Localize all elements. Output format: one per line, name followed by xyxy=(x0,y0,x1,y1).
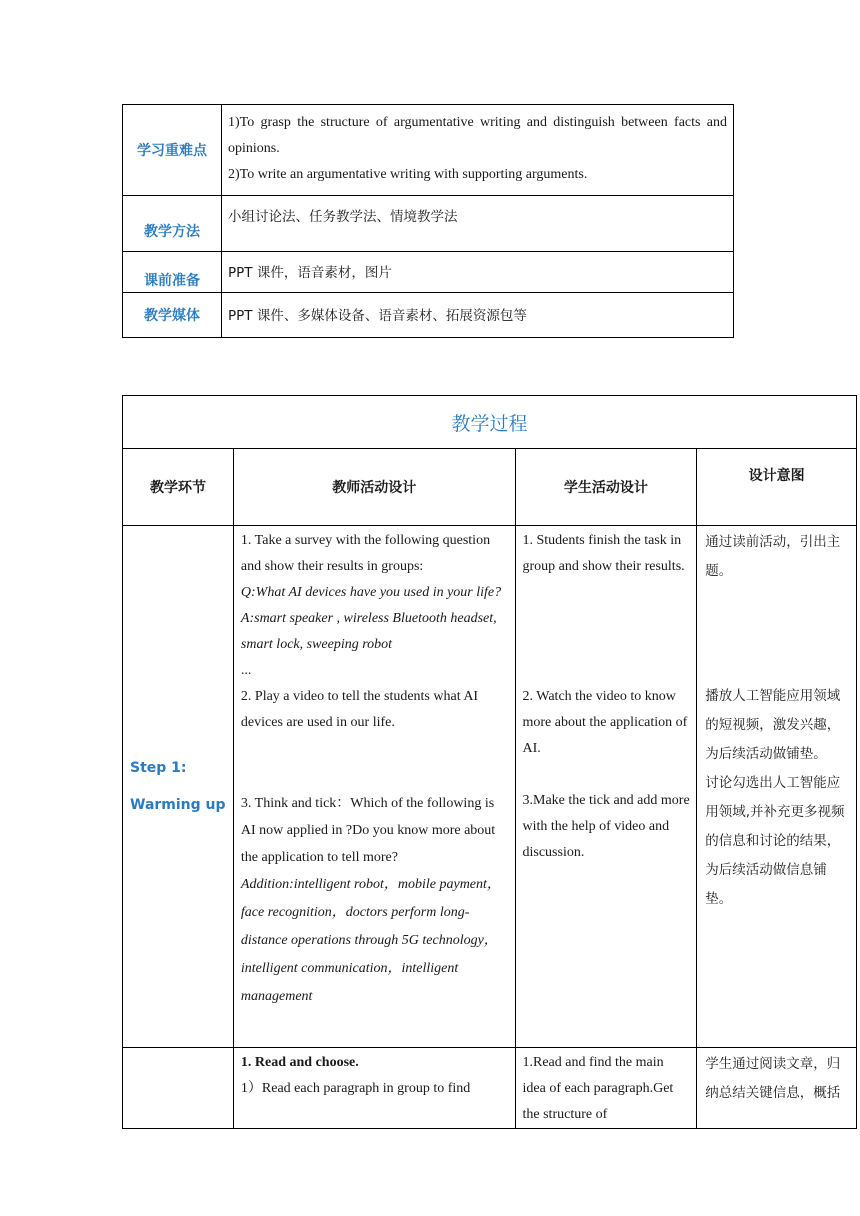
step-1-design-intent xyxy=(697,526,857,1048)
step-1-teacher-activity xyxy=(233,526,515,1048)
step-2-design-intent: 学生通过阅读文章，归纳总结关键信息，概括 xyxy=(697,1048,857,1129)
process-title: 教学过程 xyxy=(123,396,857,449)
spacer xyxy=(523,580,691,684)
teacher-step2-line: 1）Read each paragraph in group to find xyxy=(240,1081,471,1096)
label-preparation: 课前准备 xyxy=(123,252,222,293)
survey-ellipsis: ... xyxy=(240,663,252,678)
spacer xyxy=(705,586,850,682)
step-2-student-activity: 1.Read and find the main idea of each paragraph.Get the structure of xyxy=(515,1048,697,1129)
teaching-methods-content: 小组讨论法、任务教学法、情境教学法 xyxy=(222,196,734,252)
header-design-intent: 设计意图 xyxy=(697,449,857,526)
teacher-step2-title: 1. Read and choose. xyxy=(240,1055,359,1070)
process-table xyxy=(122,395,857,1129)
info-table xyxy=(122,104,734,338)
step-1-name: Warming up xyxy=(130,796,226,813)
header-teacher-activity: 教师活动设计 xyxy=(233,449,515,526)
header-student-activity: 学生活动设计 xyxy=(515,449,697,526)
intent-2: 播放人工智能应用领域的短视频，激发兴趣，为后续活动做铺垫。 xyxy=(705,688,841,762)
label-media: 教学媒体 xyxy=(123,293,222,338)
key-difficulties-content xyxy=(222,105,734,196)
step-1-number: Step 1: xyxy=(130,759,187,776)
teacher-item-1: 1. Take a survey with the following question and show their results in groups: xyxy=(240,533,491,574)
media-content: PPT 课件、多媒体设备、语音素材、拓展资源包等 xyxy=(222,293,734,338)
objective-1: 1)To grasp the structure of argumentative writing and distinguish between facts and opinions. xyxy=(228,115,727,156)
step-1-label xyxy=(123,526,234,1048)
preparation-content: PPT 课件，语音素材，图片 xyxy=(222,252,734,293)
teacher-item-2: 2. Play a video to tell the students what AI devices are used in our life. xyxy=(240,689,479,730)
step-2-label xyxy=(123,1048,234,1129)
student-item-2: 2. Watch the video to know more about the application of AI. xyxy=(522,689,688,756)
objective-2: 2)To write an argumentative writing with supporting arguments. xyxy=(228,167,588,182)
intent-3: 讨论勾选出人工智能应用领域,并补充更多视频的信息和讨论的结果，为后续活动做信息铺垫。 xyxy=(705,775,845,907)
label-key-difficulties: 学习重难点 xyxy=(123,105,222,196)
student-item-3: 3.Make the tick and add more with the help of video and discussion. xyxy=(522,793,690,860)
survey-answer: A:smart speaker , wireless Bluetooth headset, smart lock, sweeping robot xyxy=(240,611,497,652)
spacer xyxy=(523,762,691,788)
spacer xyxy=(241,736,509,790)
addition-list: Addition:intelligent robot，mobile payment，face recognition，doctors perform long-distance operations through 5G technology，intelligent communication，intelligent management xyxy=(240,877,501,1004)
step-1-student-activity xyxy=(515,526,697,1048)
intent-1: 通过读前活动，引出主题。 xyxy=(705,534,841,579)
student-item-1: 1. Students finish the task in group and show their results. xyxy=(522,533,685,574)
header-stage: 教学环节 xyxy=(123,449,234,526)
label-teaching-methods: 教学方法 xyxy=(123,196,222,252)
teacher-item-3: 3. Think and tick：Which of the following is AI now applied in ?Do you know more about the application to tell more? xyxy=(240,796,496,865)
survey-question: Q:What AI devices have you used in your life? xyxy=(240,585,502,600)
step-2-teacher-activity xyxy=(233,1048,515,1129)
